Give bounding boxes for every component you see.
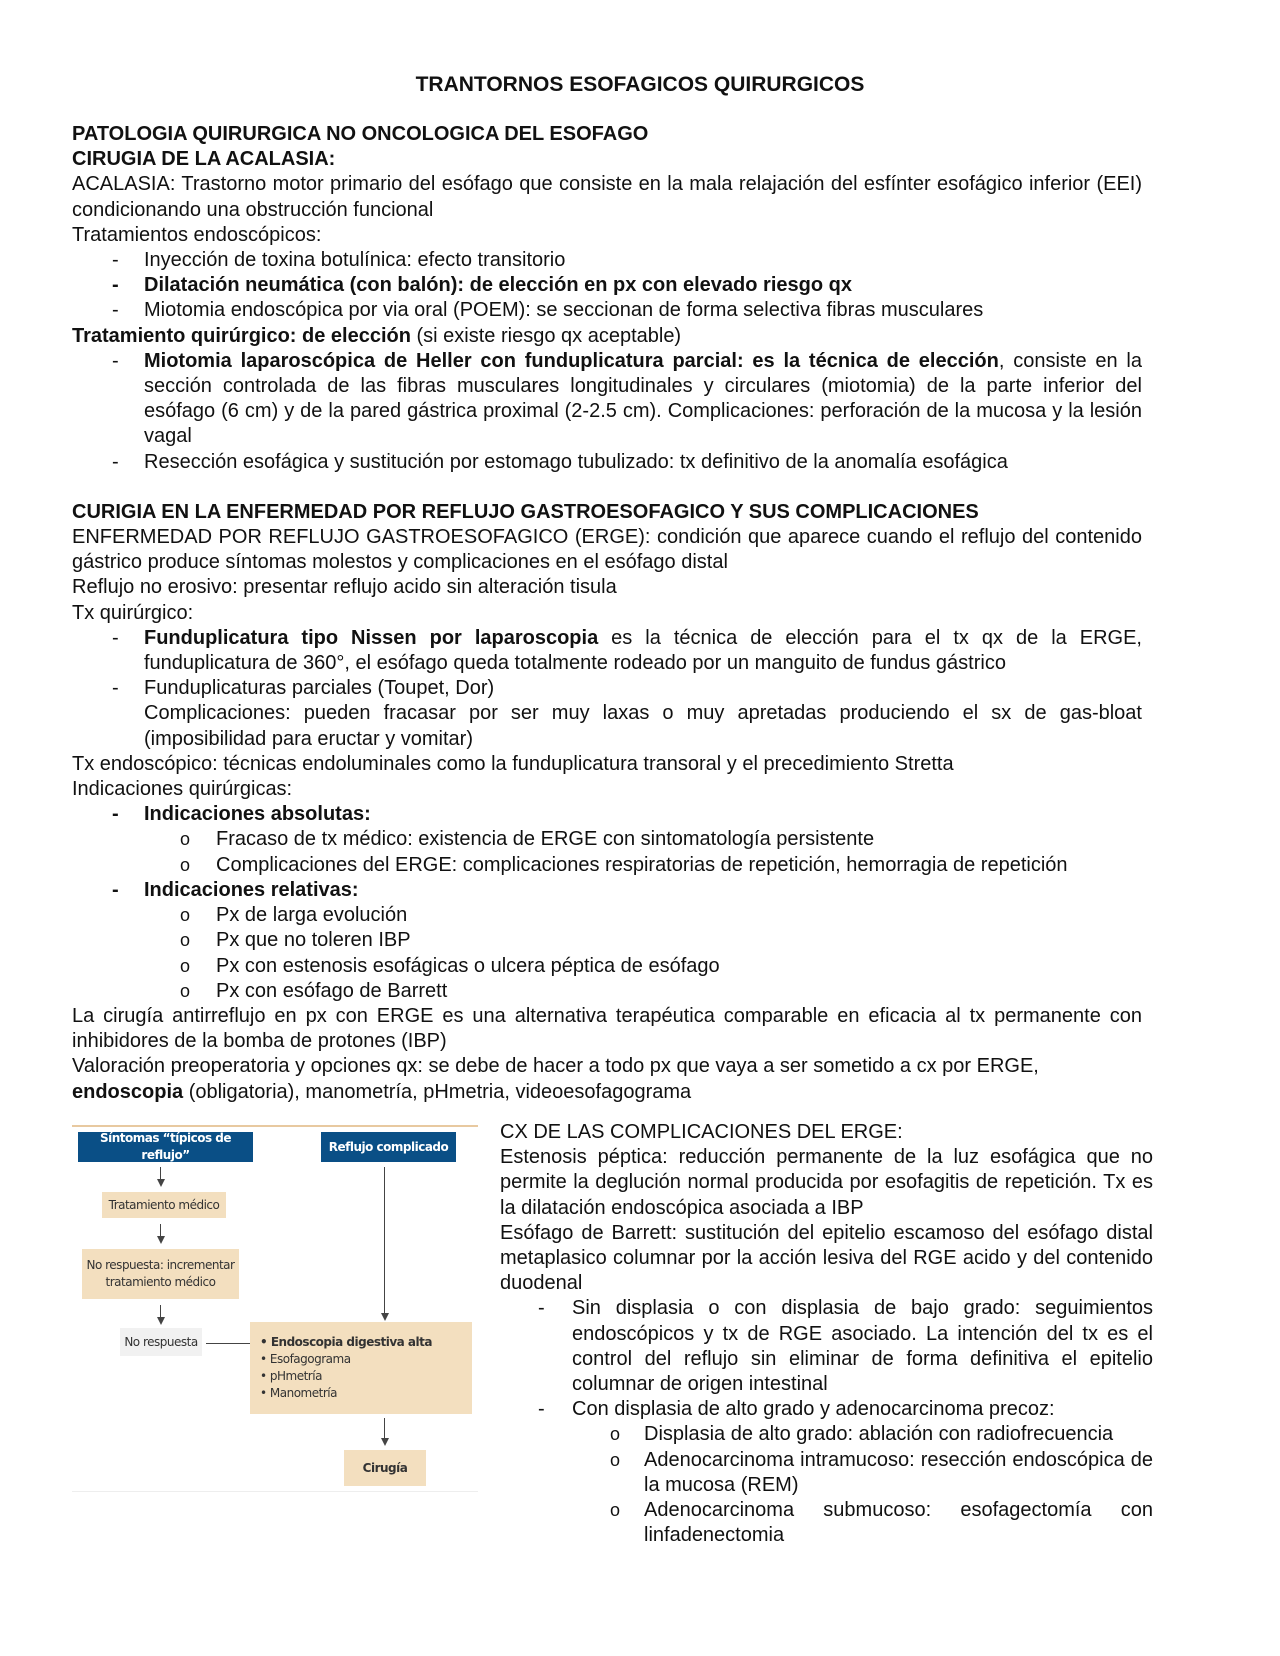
text: (obligatoria), manometría, pHmetria, videoesofagograma (183, 1080, 692, 1103)
flow-box-tratamiento: Tratamiento médico (102, 1192, 226, 1218)
arrow-head (157, 1317, 165, 1325)
paragraph: La cirugía antirreflujo en px con ERGE es una alternativa terapéutica comparable en eficacia al tx permanente con inhibidores de la bomba de protones (IBP) (72, 1004, 1142, 1053)
paragraph: CX DE LAS COMPLICACIONES DEL ERGE: (500, 1121, 903, 1143)
paragraph: Tratamientos endoscópicos: (72, 223, 322, 246)
paragraph: Esófago de Barrett: sustitución del epitelio escamoso del esófago distal metaplasico columnar por la acción lesiva del RGE acido y del contenido duodenal (500, 1221, 1153, 1295)
list (500, 1296, 1153, 1548)
arrow-head (157, 1179, 165, 1187)
text: Valoración preoperatoria y opciones qx: se debe de hacer a todo px que vaya a ser sometido a cx por ERGE, (72, 1055, 1039, 1078)
list-item: - Indicaciones absolutas: (72, 802, 1142, 827)
list-item: - Sin displasia o con displasia de bajo grado: seguimientos endoscópicos y tx de RGE asociado. La intención del tx es el control del reflujo sin eliminar de forma definitiva el epitelio columnar de origen intestinal (500, 1296, 1153, 1397)
list (72, 802, 1142, 1004)
text: Funduplicaturas parciales (Toupet, Dor) (144, 677, 495, 700)
flow-item: • Endoscopia digestiva alta (260, 1335, 432, 1349)
bold-text: Miotomia laparoscópica de Heller con funduplicatura parcial: es la técnica de elección (144, 349, 999, 372)
paragraph (72, 1054, 1142, 1104)
list-item: o Px de larga evolución (72, 903, 1142, 928)
bold-text: Tratamiento quirúrgico: de elección (72, 324, 411, 347)
list-item (72, 349, 1142, 450)
flow-item: • Esofagograma (260, 1352, 351, 1366)
paragraph: Indicaciones quirúrgicas: (72, 778, 293, 801)
list (72, 626, 1142, 752)
text: , consiste en la sección controlada de las fibras musculares longitudinales y circulares (miotomia) de la parte inferior del esófago (6 cm) y de la pared gástrica proximal (2-2.5 cm). Complicaciones: perforación de la mucosa y la lesión vagal (144, 349, 1142, 448)
list-item (72, 626, 1142, 676)
flow-box-complicado: Reflujo complicado (321, 1132, 456, 1162)
list (72, 349, 1142, 475)
section-heading: PATOLOGIA QUIRURGICA NO ONCOLOGICA DEL ESOFAGO (72, 123, 649, 145)
document-title: TRANTORNOS ESOFAGICOS QUIRURGICOS (415, 73, 865, 96)
list-item: - Con displasia de alto grado y adenocarcinoma precoz: (500, 1397, 1153, 1422)
bottom-rule (72, 1491, 478, 1492)
section-heading: CURIGIA EN LA ENFERMEDAD POR REFLUJO GASTROESOFAGICO Y SUS COMPLICACIONES (72, 500, 979, 523)
arrow-head (157, 1236, 165, 1244)
list-item: o Fracaso de tx médico: existencia de ERGE con sintomatología persistente (72, 827, 1142, 852)
arrow-head (381, 1438, 389, 1446)
bold-text: Funduplicatura tipo Nissen por laparoscopia (144, 626, 599, 649)
list-item: - Dilatación neumática (con balón): de elección en px con elevado riesgo qx (72, 273, 1142, 298)
list-item: o Adenocarcinoma submucoso: esofagectomía con linfadenectomia (500, 1498, 1153, 1548)
top-rule (72, 1125, 478, 1127)
paragraph: Tx endoscópico: técnicas endoluminales como la funduplicatura transoral y el precedimiento Stretta (72, 752, 954, 775)
list-item: o Px que no toleren IBP (72, 928, 1142, 953)
paragraph: Tx quirúrgico: (72, 601, 194, 624)
text: es la técnica de elección para el tx qx de la ERGE, funduplicatura de 360°, el esófago queda totalmente rodeado por un manguito de fundus gástrico (144, 626, 1142, 675)
flow-box-tipicos: Síntomas “típicos de reflujo” (78, 1132, 253, 1162)
flow-box-estudios (250, 1322, 472, 1414)
list-item: o Complicaciones del ERGE: complicaciones respiratorias de repetición, hemorragia de repetición (72, 853, 1142, 878)
subsection-heading: CIRUGIA DE LA ACALASIA: (72, 148, 336, 171)
list-item: o Displasia de alto grado: ablación con radiofrecuencia (500, 1422, 1153, 1447)
flow-item: • pHmetría (260, 1369, 322, 1383)
main-content (72, 122, 1142, 1105)
list-item: - Resección esofágica y sustitución por estomago tubulizado: tx definitivo de la anomalía esofágica (72, 450, 1142, 475)
list (72, 248, 1142, 324)
list-item (72, 676, 1142, 752)
list-item: o Adenocarcinoma intramucoso: resección endoscópica de la mucosa (REM) (500, 1448, 1153, 1498)
arrow-head (381, 1313, 389, 1321)
bold-text: endoscopia (72, 1080, 184, 1103)
list-item: - Indicaciones relativas: (72, 878, 1142, 903)
text: Complicaciones: pueden fracasar por ser muy laxas o muy apretadas produciendo el sx de gas-bloat (imposibilidad para eructar y vomitar) (144, 702, 1142, 750)
flow-box-norespuesta: No respuesta (120, 1328, 202, 1356)
paragraph: Reflujo no erosivo: presentar reflujo acido sin alteración tisula (72, 576, 617, 599)
paragraph (72, 324, 1142, 349)
arrow (384, 1167, 385, 1315)
list-item: - Miotomia endoscópica por via oral (POEM): se seccionan de forma selectiva fibras musculares (72, 298, 1142, 323)
flow-box-cirugia: Cirugía (344, 1450, 426, 1486)
flow-box-incrementar: No respuesta: incrementar tratamiento médico (82, 1249, 239, 1299)
list-item: o Px con esófago de Barrett (72, 979, 1142, 1004)
arrow (384, 1418, 385, 1440)
paragraph: ACALASIA: Trastorno motor primario del esófago que consiste en la mala relajación del esfínter esofágico inferior (EEI) condicionando una obstrucción funcional (72, 173, 1142, 221)
text: (si existe riesgo qx aceptable) (410, 324, 682, 347)
list-item: - Inyección de toxina botulínica: efecto transitorio (72, 248, 1142, 273)
complications-column (500, 1120, 1153, 1548)
list-item: o Px con estenosis esofágicas o ulcera péptica de esófago (72, 954, 1142, 979)
flow-item: • Manometría (260, 1386, 337, 1400)
paragraph: ENFERMEDAD POR REFLUJO GASTROESOFAGICO (ERGE): condición que aparece cuando el reflujo del contenido gástrico produce síntomas molestos y complicaciones en el esófago distal (72, 526, 1142, 574)
paragraph: Estenosis péptica: reducción permanente de la luz esofágica que no permite la deglución normal producida por esofagitis de repetición. Tx es la dilatación endoscópica asociada a IBP (500, 1146, 1153, 1219)
flowchart (72, 1125, 482, 1495)
